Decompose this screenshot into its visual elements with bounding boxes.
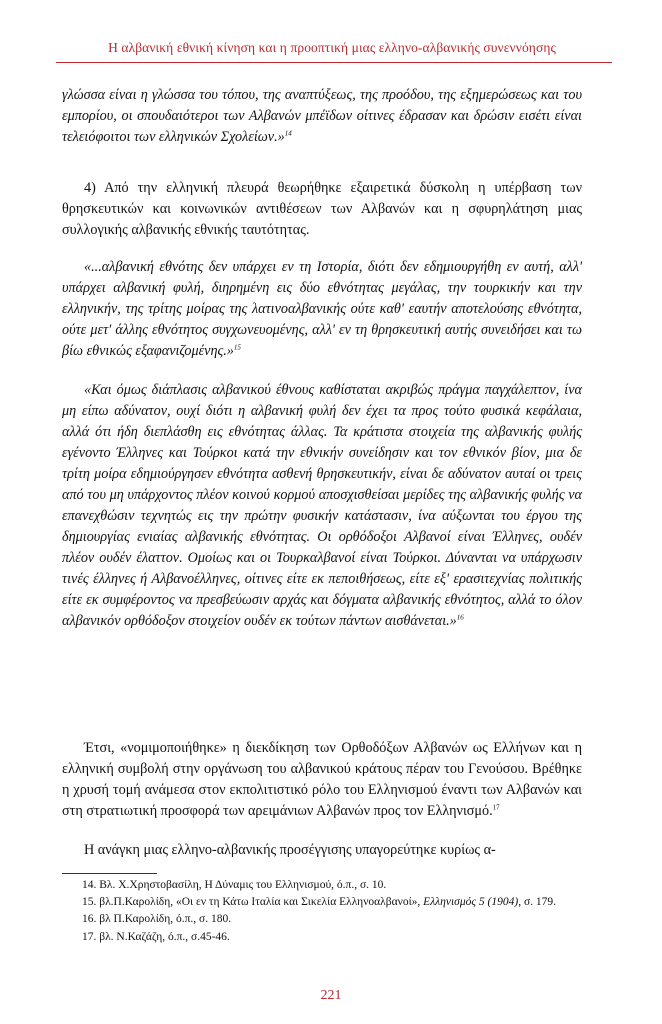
quote-text: «...αλβανική εθνότης δεν υπάρχει εν τη Ιστορία, διότι δεν εδημιουργήθη εν αυτή, αλλ' υπάρχει αλβανική φυλή, διηρημένη εις δύο εθνότητας μεγάλας, την τουρκικήν και την ελληνικήν, της τρίτης μοίρας της λατινοαλβανικής ούτε καθ' εαυτήν αποτελούσης εθνότητα, ούτε μετ' άλλης εθνότητος συγχωνευομένης, αλλ' εν τη θρησκευτική αυτής συνειδήσει και τω βίω εθνικώς εξαφανιζομένης.» xyxy=(62,259,582,359)
footnote-ref: 14 xyxy=(284,129,292,138)
footnote-14: 14. Βλ. Χ.Χρηστοβασίλη, Η Δύναμις του Ελληνισμού, ό.π., σ. 10. xyxy=(82,879,387,891)
paragraph-point-4 xyxy=(62,178,582,241)
paragraph-text: 4) Από την ελληνική πλευρά θεωρήθηκε εξαιρετικά δύσκολη η υπέρβαση των θρησκευτικών και κοινωνικών αντιθέσεων των Αλβανών και η σφυρηλάτηση μιας συλλογικής αλβανικής εθνικής ταυτότητας. xyxy=(62,180,582,238)
paragraph-text: Έτσι, «νομιμοποιήθηκε» η διεκδίκηση των Ορθοδόξων Αλβανών ως Ελλήνων και η ελληνική συμβολή στην οργάνωση του αλβανικού κράτους πέραν του Γενούσου. Βρέθηκε η χρυσή τομή ανάμεσα στον εκπολιτιστικό ρόλο του Ελληνισμού έναντι των Αλβανών και στη στρατιωτική προσφορά των αρειμάνιων Αλβανών προς τον Ελληνισμό. xyxy=(62,740,582,819)
footnote-ref: 17 xyxy=(492,803,500,812)
block-quote-1 xyxy=(62,257,582,362)
paragraph-quote-continuation xyxy=(62,85,582,148)
footnote-15-journal: Ελληνισμός 5 (1904) xyxy=(423,896,519,909)
header-rule xyxy=(56,62,612,63)
paragraph-next xyxy=(62,840,582,861)
footnote-17: 17. βλ. Ν.Καζάζη, ό.π., σ.45-46. xyxy=(82,930,230,943)
running-header: Η αλβανική εθνική κίνηση και η προοπτική μιας ελληνο-αλβανικής συνεννόησης xyxy=(108,40,556,55)
block-quote-2 xyxy=(62,380,582,632)
footnote-15-text-a: 15. βλ.Π.Καρολίδη, «Οι εν τη Κάτω Ιταλία και Σικελία Ελληνοαλβανοί», xyxy=(82,896,424,909)
paragraph-conclusion xyxy=(62,738,582,822)
paragraph-text: Η ανάγκη μιας ελληνο-αλβανικής προσέγγισης υπαγορεύτηκε κυρίως α- xyxy=(84,842,496,858)
footnote-16: 16. βλ Π.Καρολίδη, ό.π., σ. 180. xyxy=(82,913,232,926)
footnotes xyxy=(82,877,582,946)
page-number: 221 xyxy=(320,988,342,1003)
quote-text: «Και όμως διάπλασις αλβανικού έθνους καθίσταται ακριβώς πράγμα παγχάλεπτον, ίνα μη είπω αδύνατον, ουχί διότι η αλβανική φυλή δεν έχει τα προς τούτο φυσικά κεφάλαια, αλλά ότι ήδη διεπλάσθη εις εθνότητας άλλας. Τα κράτιστα στοιχεία της αλβανικής φυλής εγένοντο Έλληνες και Τούρκοι κατά την εθνικήν συνείδησιν και τον εθνικόν βίον, μια δε τρίτη μοίρα εδημιούργησεν εθνότητα ασθενή θρησκευτικήν, είναι δε αδύνατον αυταί οι τρεις από του μη υπάρχοντος πλέον κοινού κορμού αποσχισθείσαι μερίδες της αλβανικής φυλής να επανεχθώσιν τεχνητώς εις την πρώτην φυσικήν κατάστασιν, ίνα αύξωνται του έργου της δημιουργίας ενιαίας αλβανικής εθνότητας. Οι ορθόδοξοι Αλβανοί είναι Έλληνες, ουδέν πλέον ουδέν έλαττον. Ομοίως και οι Τουρκαλβανοί είναι Τούρκοι. Δύνανται να υπάρχωσιν τινές έλληνες ή Αλβανοέλληνες, οίτινες είτε εκ πεποιθήσεως, είτε εξ' ερασιτεχνίας πολιτικής είτε εκ συμφέροντος να πρεσβεύωσιν αρχάς και δόγματα αλβανικής εθνότητος, αλλά το όλον αλβανικόν ορθόδοξον στοιχείον ουδέν εκ τούτων πάντων αισθάνεται.» xyxy=(62,382,582,629)
footnote-15-text-c: , σ. 179. xyxy=(518,896,557,909)
paragraph-text: γλώσσα είναι η γλώσσα του τόπου, της αναπτύξεως, της προόδου, της εξημερώσεως και του εμπορίου, οι σπουδαιότεροι των Αλβανών μπέϊδων οίτινες έδρασαν και δρώσιν εισέτι είναι τελειόφοιτοι των ελληνικών Σχολείων.» xyxy=(62,87,582,145)
footnote-rule xyxy=(62,873,157,874)
footnote-ref: 16 xyxy=(456,613,464,622)
footnote-15 xyxy=(82,894,582,911)
footnote-ref: 15 xyxy=(233,343,241,352)
